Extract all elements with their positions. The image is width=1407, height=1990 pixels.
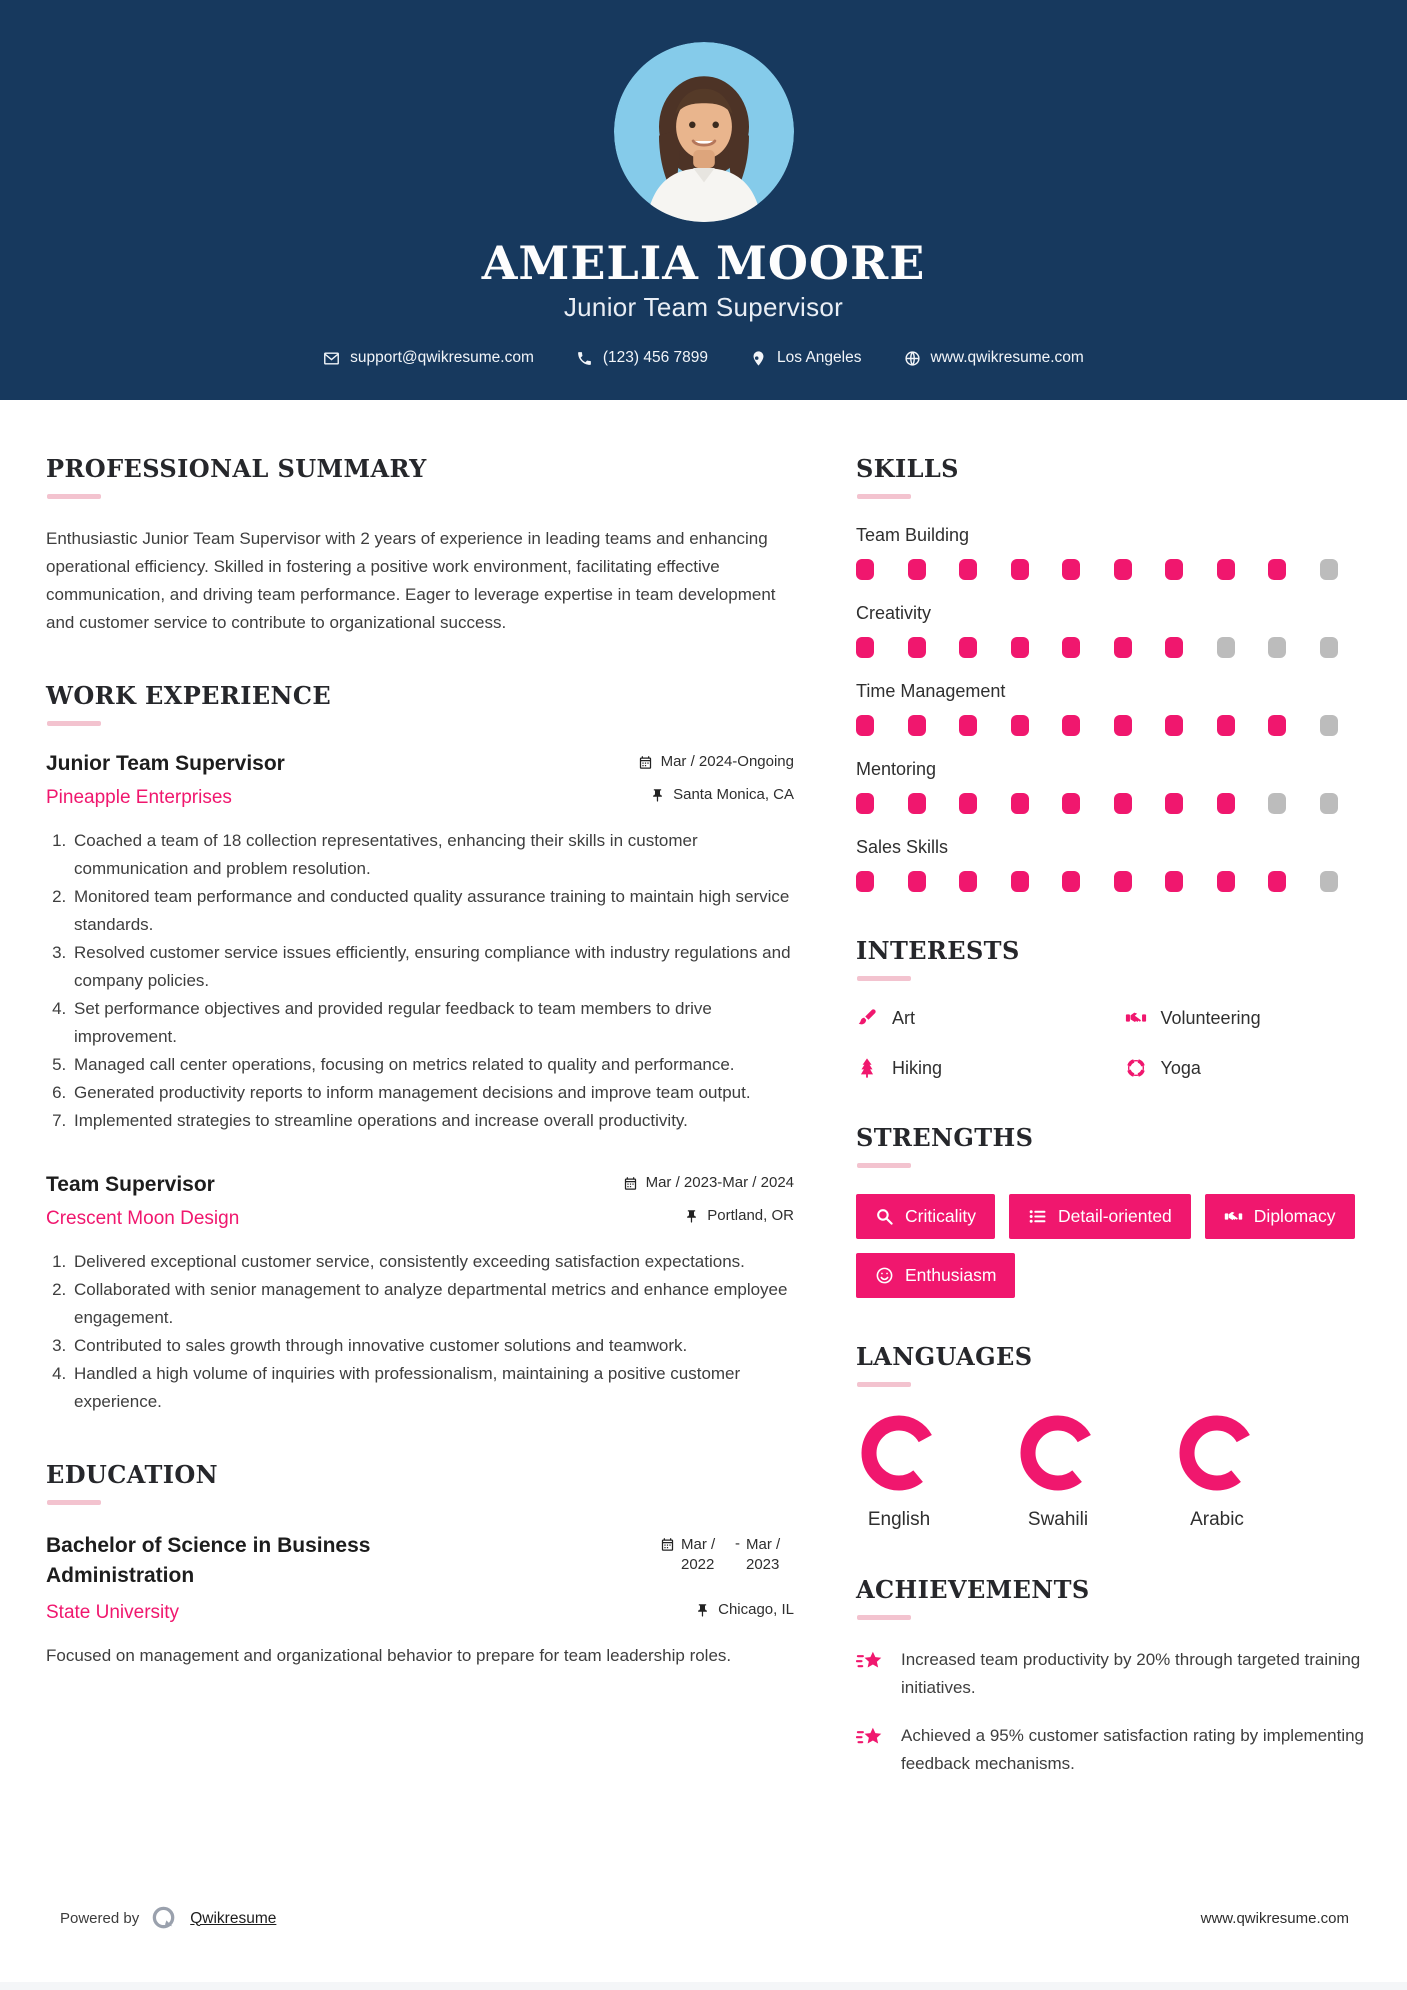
pushpin-icon bbox=[684, 1209, 699, 1224]
education-heading: EDUCATION bbox=[46, 1460, 218, 1489]
left-column bbox=[46, 454, 794, 1822]
interest-label: Art bbox=[892, 1007, 916, 1028]
paintbrush-icon bbox=[856, 1007, 878, 1029]
achievement-text: Achieved a 95% customer satisfaction rating by implementing feedback mechanisms. bbox=[901, 1726, 1365, 1773]
skill-name: Team Building bbox=[856, 525, 970, 545]
job-title: Junior Team Supervisor bbox=[46, 752, 285, 775]
location-item bbox=[750, 349, 861, 367]
skill-row bbox=[856, 837, 1373, 892]
handshake-icon bbox=[1125, 1007, 1147, 1029]
skill-dot bbox=[856, 715, 874, 736]
skill-dot bbox=[1011, 871, 1029, 892]
footer-website-link[interactable]: www.qwikresume.com bbox=[1200, 1910, 1349, 1927]
footer bbox=[60, 1905, 1349, 1932]
education-location-text: Chicago, IL bbox=[718, 1601, 794, 1618]
job-bullet: 4. Set performance objectives and provided regular feedback to team members to drive improvement. bbox=[71, 995, 794, 1051]
language-label: Swahili bbox=[1027, 1509, 1089, 1530]
job-entry bbox=[46, 1173, 794, 1416]
job-location-text: Portland, OR bbox=[707, 1207, 794, 1224]
skill-dot bbox=[1114, 793, 1132, 814]
heading-underline bbox=[857, 1615, 911, 1620]
degree-title: Bachelor of Science in Business Administration bbox=[46, 1534, 371, 1587]
right-column bbox=[856, 454, 1373, 1822]
skill-dot bbox=[1011, 793, 1029, 814]
skill-dot bbox=[1165, 715, 1183, 736]
skill-dot bbox=[1062, 793, 1080, 814]
job-company: Crescent Moon Design bbox=[46, 1208, 240, 1229]
skill-dot bbox=[1114, 559, 1132, 580]
skill-dot bbox=[1165, 871, 1183, 892]
email-link[interactable] bbox=[323, 349, 534, 367]
job-location bbox=[684, 1207, 794, 1224]
email-text: support@qwikresume.com bbox=[350, 349, 534, 366]
section-experience bbox=[46, 681, 794, 1416]
skill-rating bbox=[856, 715, 1373, 736]
language-item bbox=[856, 1413, 942, 1531]
strength-label: Enthusiasm bbox=[905, 1265, 997, 1285]
achievement-item bbox=[856, 1646, 1373, 1702]
interests-heading: INTERESTS bbox=[856, 936, 1020, 965]
website-text: www.qwikresume.com bbox=[930, 349, 1084, 366]
skill-dot bbox=[959, 559, 977, 580]
education-date-start: Mar / 2022 bbox=[681, 1536, 716, 1573]
section-achievements bbox=[856, 1575, 1373, 1778]
strength-badge bbox=[856, 1253, 1015, 1298]
globe-icon bbox=[904, 350, 921, 367]
section-skills bbox=[856, 454, 1373, 892]
job-bullet: 3. Resolved customer service issues efficiently, ensuring compliance with industry regulations and company policies. bbox=[71, 939, 794, 995]
skill-dot bbox=[1165, 637, 1183, 658]
achievement-text: Increased team productivity by 20% through targeted training initiatives. bbox=[901, 1650, 1361, 1697]
job-date-text: Mar / 2023-Mar / 2024 bbox=[645, 1174, 794, 1191]
skill-dot bbox=[856, 559, 874, 580]
language-level-ring bbox=[1177, 1413, 1257, 1493]
heading-underline bbox=[47, 1500, 101, 1505]
skill-name: Mentoring bbox=[856, 759, 937, 779]
powered-by-text: Powered by bbox=[60, 1910, 140, 1927]
envelope-icon bbox=[323, 350, 340, 367]
education-date-end: Mar / 2023 bbox=[746, 1536, 781, 1573]
skill-dot bbox=[1114, 871, 1132, 892]
skill-dot bbox=[1268, 559, 1286, 580]
skill-name: Sales Skills bbox=[856, 837, 949, 857]
skill-dot bbox=[1320, 715, 1338, 736]
job-bullet: 6. Generated productivity reports to inform management decisions and improve team output. bbox=[71, 1079, 794, 1107]
location-text: Los Angeles bbox=[777, 349, 862, 366]
skill-dot bbox=[908, 871, 926, 892]
pushpin-icon bbox=[695, 1603, 710, 1618]
strength-label: Diplomacy bbox=[1253, 1206, 1336, 1226]
smiley-icon bbox=[875, 1266, 894, 1285]
education-location bbox=[695, 1601, 794, 1618]
job-date bbox=[623, 1174, 794, 1191]
skill-dot bbox=[1320, 871, 1338, 892]
skill-rating bbox=[856, 559, 1373, 580]
job-bullet-list bbox=[46, 1248, 794, 1416]
contact-row bbox=[0, 349, 1407, 367]
handshake-icon bbox=[1224, 1207, 1243, 1226]
skill-dot bbox=[1011, 715, 1029, 736]
skill-rating bbox=[856, 793, 1373, 814]
strengths-heading: STRENGTHS bbox=[856, 1123, 1034, 1152]
skill-dot bbox=[1165, 559, 1183, 580]
job-location bbox=[650, 786, 794, 803]
job-bullet: 5. Managed call center operations, focusing on metrics related to quality and performance. bbox=[71, 1051, 794, 1079]
language-label: English bbox=[867, 1509, 931, 1530]
skill-name: Time Management bbox=[856, 681, 1006, 701]
job-entry bbox=[46, 752, 794, 1135]
qwikresume-link[interactable]: Qwikresume bbox=[190, 1909, 277, 1927]
interest-label: Volunteering bbox=[1160, 1007, 1261, 1028]
job-bullet: 1. Delivered exceptional customer service, consistently exceeding satisfaction expectations. bbox=[71, 1248, 794, 1276]
heading-underline bbox=[47, 721, 101, 726]
job-bullet: 3. Contributed to sales growth through innovative customer solutions and teamwork. bbox=[71, 1332, 794, 1360]
language-item bbox=[1015, 1413, 1101, 1531]
job-date bbox=[638, 753, 794, 770]
education-dates bbox=[660, 1535, 794, 1575]
calendar-icon bbox=[623, 1176, 638, 1191]
profile-photo bbox=[614, 42, 794, 222]
section-education bbox=[46, 1460, 794, 1670]
interest-item bbox=[856, 1057, 1105, 1079]
job-bullet: 1. Coached a team of 18 collection representatives, enhancing their skills in customer communication and problem resolution. bbox=[71, 827, 794, 883]
lifebuoy-icon bbox=[1125, 1057, 1147, 1079]
skill-row bbox=[856, 681, 1373, 736]
phone-icon bbox=[576, 350, 593, 367]
strength-badge bbox=[856, 1194, 995, 1239]
skill-dot bbox=[959, 793, 977, 814]
heading-underline bbox=[857, 494, 911, 499]
interest-item bbox=[1125, 1007, 1374, 1029]
heading-underline bbox=[47, 494, 101, 499]
shooting-star-icon bbox=[856, 1724, 886, 1754]
strength-label: Detail-oriented bbox=[1057, 1206, 1172, 1226]
skill-dot bbox=[908, 793, 926, 814]
skill-dot bbox=[1217, 637, 1235, 658]
skill-name: Creativity bbox=[856, 603, 932, 623]
skill-dot bbox=[1011, 559, 1029, 580]
job-location-text: Santa Monica, CA bbox=[673, 786, 794, 803]
skill-row bbox=[856, 525, 1373, 580]
search-icon bbox=[875, 1207, 894, 1226]
person-name: AMELIA MOORE bbox=[481, 236, 926, 290]
person-job-title: Junior Team Supervisor bbox=[563, 292, 844, 322]
job-date-text: Mar / 2024-Ongoing bbox=[660, 753, 794, 770]
pushpin-icon bbox=[650, 788, 665, 803]
skill-dot bbox=[1062, 871, 1080, 892]
skill-dot bbox=[1217, 559, 1235, 580]
skill-dot bbox=[1011, 637, 1029, 658]
skill-dot bbox=[1268, 871, 1286, 892]
skill-dot bbox=[908, 559, 926, 580]
strength-badge bbox=[1009, 1194, 1191, 1239]
skill-dot bbox=[908, 715, 926, 736]
skill-rating bbox=[856, 871, 1373, 892]
language-level-ring bbox=[859, 1413, 939, 1493]
language-label: Arabic bbox=[1190, 1509, 1244, 1530]
interest-item bbox=[856, 1007, 1105, 1029]
language-item bbox=[1174, 1413, 1260, 1531]
job-bullet-list bbox=[46, 827, 794, 1135]
skills-heading: SKILLS bbox=[856, 454, 959, 483]
skill-dot bbox=[1268, 637, 1286, 658]
skill-dot bbox=[1062, 637, 1080, 658]
map-marker-icon bbox=[750, 350, 767, 367]
interest-label: Yoga bbox=[1160, 1057, 1201, 1078]
skill-dot bbox=[1320, 637, 1338, 658]
heading-underline bbox=[857, 1382, 911, 1387]
job-bullet: 2. Collaborated with senior management to analyze departmental metrics and enhance employee engagement. bbox=[71, 1276, 794, 1332]
experience-heading: WORK EXPERIENCE bbox=[46, 681, 332, 710]
summary-text: Enthusiastic Junior Team Supervisor with 2 years of experience in leading teams and enhancing operational efficiency. Skilled in fostering a positive work environment, facilitating effective communication, and driving team performance. Eager to leverage expertise in team development and customer service to contribute to organizational success. bbox=[46, 529, 776, 632]
job-title: Team Supervisor bbox=[46, 1173, 215, 1196]
qwikresume-logo bbox=[151, 1905, 178, 1932]
header bbox=[0, 0, 1407, 400]
skill-dot bbox=[959, 871, 977, 892]
languages-heading: LANGUAGES bbox=[856, 1342, 1033, 1371]
phone-link[interactable] bbox=[576, 349, 708, 367]
skill-dot bbox=[908, 637, 926, 658]
heading-underline bbox=[857, 1163, 911, 1168]
skill-dot bbox=[1217, 793, 1235, 814]
section-summary bbox=[46, 454, 794, 637]
skill-dot bbox=[1062, 715, 1080, 736]
calendar-icon bbox=[638, 755, 653, 770]
skill-dot bbox=[1165, 793, 1183, 814]
job-bullet: 7. Implemented strategies to streamline operations and increase overall productivity. bbox=[71, 1107, 794, 1135]
skill-row bbox=[856, 603, 1373, 658]
skill-dot bbox=[856, 793, 874, 814]
list-icon bbox=[1028, 1207, 1047, 1226]
summary-heading: PROFESSIONAL SUMMARY bbox=[46, 454, 427, 483]
skill-rating bbox=[856, 637, 1373, 658]
education-description: Focused on management and organizational behavior to prepare for team leadership roles. bbox=[46, 1646, 732, 1665]
skill-row bbox=[856, 759, 1373, 814]
skill-dot bbox=[1320, 559, 1338, 580]
body-columns bbox=[0, 400, 1407, 1822]
strength-badge bbox=[1205, 1194, 1355, 1239]
section-languages bbox=[856, 1342, 1373, 1531]
phone-text: (123) 456 7899 bbox=[602, 349, 709, 366]
education-date-separator: - bbox=[735, 1535, 740, 1552]
achievements-heading: ACHIEVEMENTS bbox=[856, 1575, 1090, 1604]
pine-tree-icon bbox=[856, 1057, 878, 1079]
job-bullet: 4. Handled a high volume of inquiries with professionalism, maintaining a positive customer experience. bbox=[71, 1360, 794, 1416]
achievement-item bbox=[856, 1722, 1373, 1778]
heading-underline bbox=[857, 976, 911, 981]
language-level-ring bbox=[1018, 1413, 1098, 1493]
skill-dot bbox=[856, 871, 874, 892]
skill-dot bbox=[959, 637, 977, 658]
section-interests bbox=[856, 936, 1373, 1079]
skill-dot bbox=[1217, 715, 1235, 736]
interest-item bbox=[1125, 1057, 1374, 1079]
section-strengths bbox=[856, 1123, 1373, 1298]
skill-dot bbox=[1268, 715, 1286, 736]
school-name: State University bbox=[46, 1602, 180, 1623]
shooting-star-icon bbox=[856, 1648, 886, 1678]
skill-dot bbox=[1217, 871, 1235, 892]
skill-dot bbox=[959, 715, 977, 736]
strength-label: Criticality bbox=[905, 1206, 976, 1226]
page-bottom-edge bbox=[0, 1982, 1407, 1990]
skill-dot bbox=[1062, 559, 1080, 580]
skill-dot bbox=[856, 637, 874, 658]
skill-dot bbox=[1320, 793, 1338, 814]
calendar-icon bbox=[660, 1537, 675, 1552]
skill-dot bbox=[1114, 637, 1132, 658]
skill-dot bbox=[1114, 715, 1132, 736]
website-link[interactable] bbox=[904, 349, 1084, 367]
skill-dot bbox=[1268, 793, 1286, 814]
job-company: Pineapple Enterprises bbox=[46, 787, 232, 808]
interest-label: Hiking bbox=[892, 1057, 943, 1078]
job-bullet: 2. Monitored team performance and conducted quality assurance training to maintain high service standards. bbox=[71, 883, 794, 939]
